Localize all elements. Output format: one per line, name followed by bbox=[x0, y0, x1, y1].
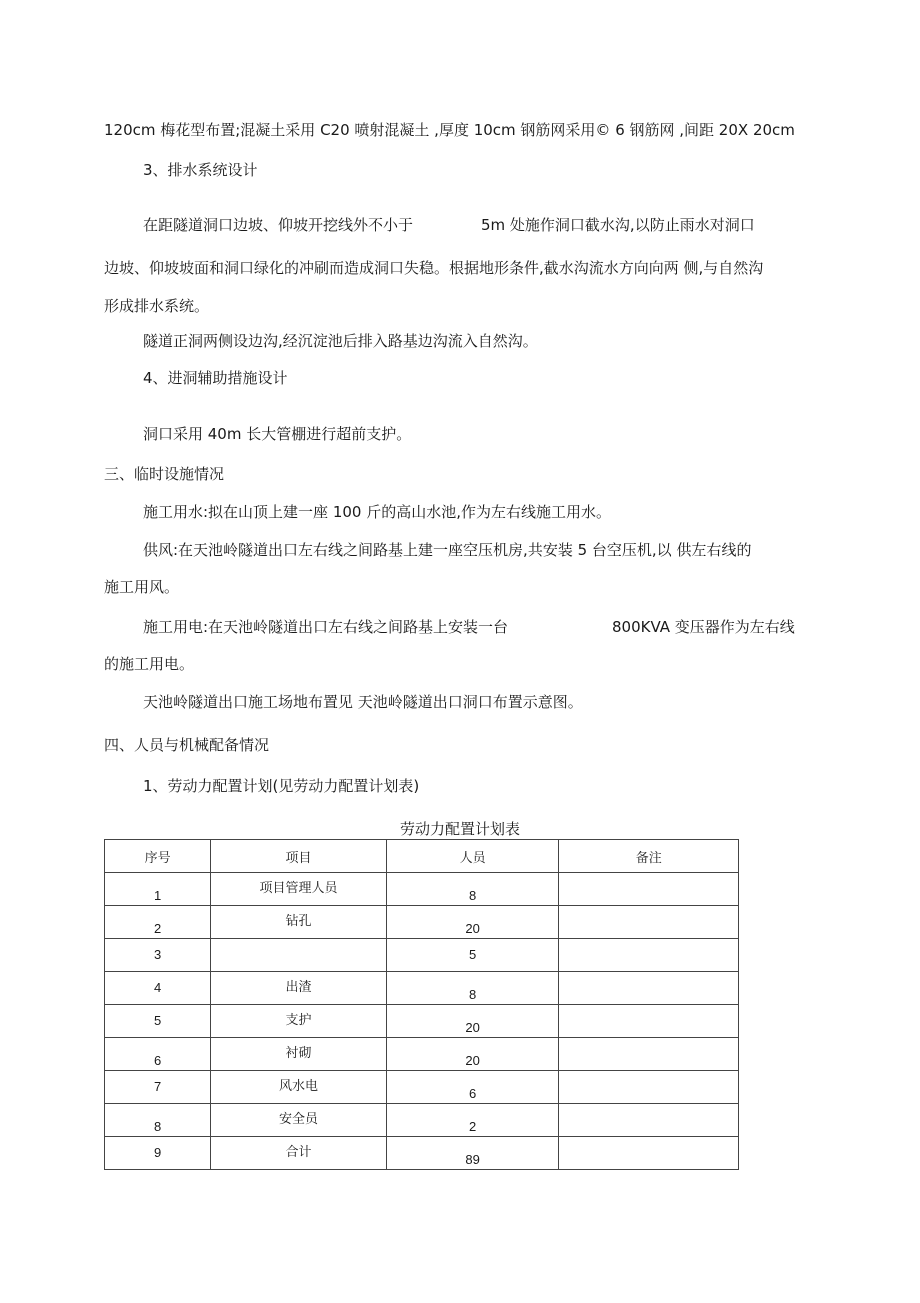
table-row bbox=[105, 972, 739, 1005]
labor-plan-table bbox=[104, 839, 739, 1170]
cell-seq: 5 bbox=[105, 1005, 211, 1038]
paragraph-power-1a: 施工用电:在天池岭隧道出口左右线之间路基上安装一台 bbox=[143, 618, 509, 636]
cell-people: 89 bbox=[386, 1137, 559, 1170]
cell-note bbox=[559, 972, 739, 1005]
cell-seq: 6 bbox=[105, 1038, 211, 1071]
table-row bbox=[105, 1137, 739, 1170]
cell-item bbox=[211, 939, 387, 972]
table-row bbox=[105, 939, 739, 972]
header-note: 备注 bbox=[559, 840, 739, 873]
cell-seq: 1 bbox=[105, 873, 211, 906]
heading-labor-plan: 1、劳动力配置计划(见劳动力配置计划表) bbox=[143, 777, 420, 795]
heading-personnel-machinery: 四、人员与机械配备情况 bbox=[104, 736, 270, 754]
cell-seq: 9 bbox=[105, 1137, 211, 1170]
paragraph-power-2: 的施工用电。 bbox=[104, 655, 195, 673]
cell-people: 2 bbox=[386, 1104, 559, 1137]
cell-note bbox=[559, 1071, 739, 1104]
table-row bbox=[105, 873, 739, 906]
paragraph-drainage-1b: 5m 处施作洞口截水沟,以防止雨水对洞口 bbox=[481, 216, 755, 234]
cell-item: 安全员 bbox=[211, 1104, 387, 1137]
table-caption: 劳动力配置计划表 bbox=[399, 820, 520, 838]
paragraph-site-layout: 天池岭隧道出口施工场地布置见 天池岭隧道出口洞口布置示意图。 bbox=[143, 693, 583, 711]
cell-note bbox=[559, 1038, 739, 1071]
paragraph-pipe-roof: 洞口采用 40m 长大管棚进行超前支护。 bbox=[143, 425, 412, 443]
cell-note bbox=[559, 1005, 739, 1038]
cell-people: 20 bbox=[386, 906, 559, 939]
cell-seq: 8 bbox=[105, 1104, 211, 1137]
table-header-row bbox=[105, 840, 739, 873]
heading-auxiliary-measures: 4、进洞辅助措施设计 bbox=[143, 369, 288, 387]
cell-people: 20 bbox=[386, 1005, 559, 1038]
cell-people: 8 bbox=[386, 873, 559, 906]
paragraph-power-1b: 800KVA 变压器作为左右线 bbox=[612, 618, 795, 636]
table-row bbox=[105, 1038, 739, 1071]
paragraph-air-supply-1: 供风:在天池岭隧道出口左右线之间路基上建一座空压机房,共安装 5 台空压机,以 供左右线的 bbox=[143, 541, 752, 559]
paragraph-side-ditch: 隧道正洞两侧设边沟,经沉淀池后排入路基边沟流入自然沟。 bbox=[143, 332, 538, 350]
cell-seq: 4 bbox=[105, 972, 211, 1005]
paragraph-drainage-1a: 在距隧道洞口边坡、仰坡开挖线外不小于 bbox=[143, 216, 414, 234]
cell-seq: 3 bbox=[105, 939, 211, 972]
cell-item: 项目管理人员 bbox=[211, 873, 387, 906]
cell-seq: 7 bbox=[105, 1071, 211, 1104]
paragraph-support-spec: 120cm 梅花型布置;混凝土采用 C20 喷射混凝土 ,厚度 10cm 钢筋网采用© 6 钢筋网 ,间距 20X 20cm bbox=[104, 121, 795, 139]
paragraph-drainage-3: 形成排水系统。 bbox=[104, 297, 210, 315]
cell-item: 风水电 bbox=[211, 1071, 387, 1104]
cell-note bbox=[559, 939, 739, 972]
cell-people: 5 bbox=[386, 939, 559, 972]
cell-note bbox=[559, 1104, 739, 1137]
header-item: 项目 bbox=[211, 840, 387, 873]
cell-people: 6 bbox=[386, 1071, 559, 1104]
cell-item: 衬砌 bbox=[211, 1038, 387, 1071]
table-row bbox=[105, 906, 739, 939]
paragraph-air-supply-2: 施工用风。 bbox=[104, 578, 180, 596]
heading-drainage-design: 3、排水系统设计 bbox=[143, 161, 258, 179]
cell-note bbox=[559, 906, 739, 939]
paragraph-drainage-2: 边坡、仰坡坡面和洞口绿化的冲刷而造成洞口失稳。根据地形条件,截水沟流水方向向两 侧,与自然沟 bbox=[104, 259, 764, 277]
cell-people: 8 bbox=[386, 972, 559, 1005]
table-row bbox=[105, 1071, 739, 1104]
paragraph-water-supply: 施工用水:拟在山顶上建一座 100 斤的高山水池,作为左右线施工用水。 bbox=[143, 503, 611, 521]
cell-people: 20 bbox=[386, 1038, 559, 1071]
cell-item: 合计 bbox=[211, 1137, 387, 1170]
cell-item: 出渣 bbox=[211, 972, 387, 1005]
cell-item: 支护 bbox=[211, 1005, 387, 1038]
cell-note bbox=[559, 1137, 739, 1170]
table-row bbox=[105, 1104, 739, 1137]
header-seq: 序号 bbox=[105, 840, 211, 873]
header-people: 人员 bbox=[386, 840, 559, 873]
cell-note bbox=[559, 873, 739, 906]
cell-item: 钻孔 bbox=[211, 906, 387, 939]
table-row bbox=[105, 1005, 739, 1038]
cell-seq: 2 bbox=[105, 906, 211, 939]
heading-temporary-facilities: 三、临时设施情况 bbox=[104, 465, 225, 483]
